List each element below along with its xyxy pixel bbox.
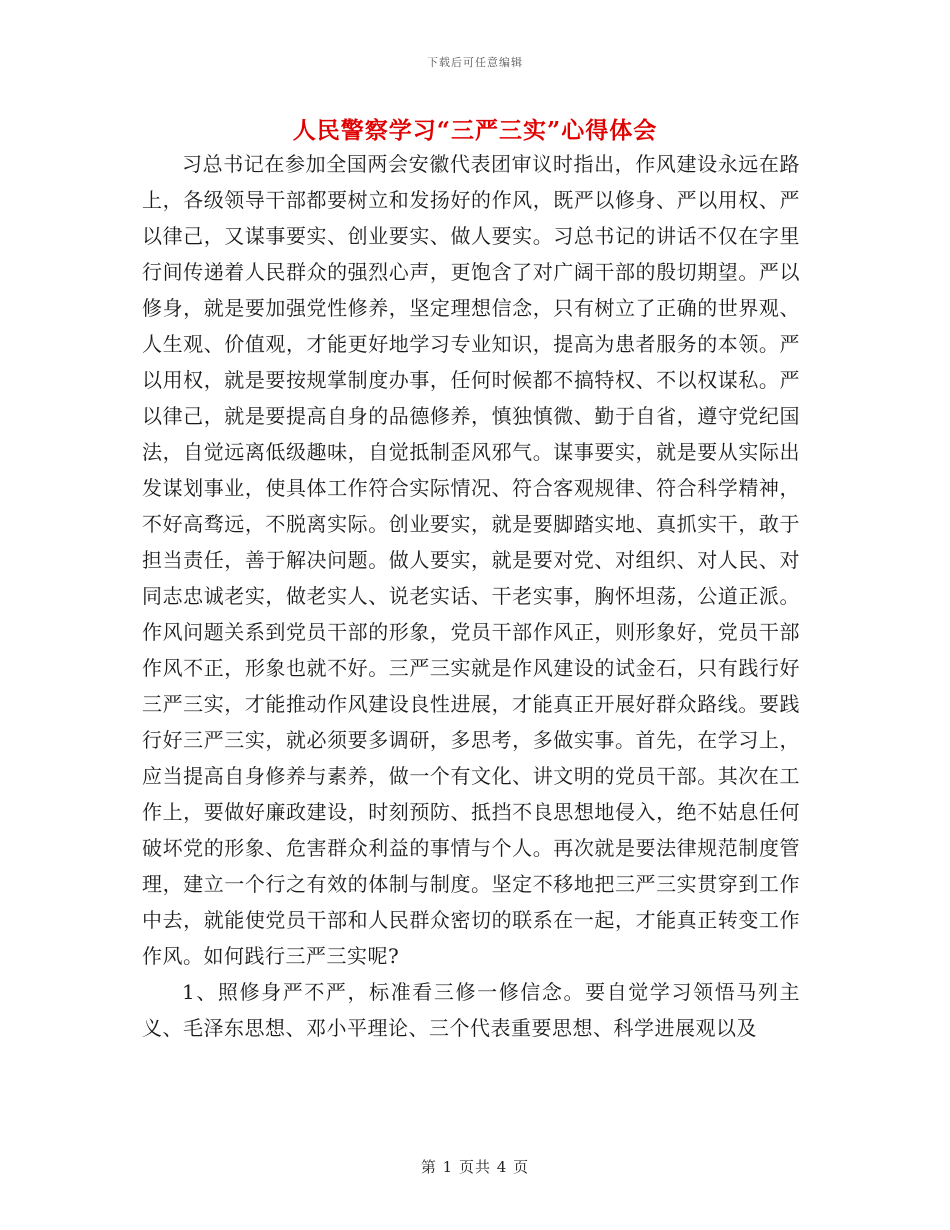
body-paragraph-1: 习总书记在参加全国两会安徽代表团审议时指出，作风建设永远在路上，各级领导干部都要树立和发扬好的作风，既严以修身、严以用权、严以律己，又谋事要实、创业要实、做人要实。习总书记的讲话不仅在字里行间传递着人民群众的强烈心声，更饱含了对广阔干部的殷切期望。严以修身，就是要加强党性修养，坚定理想信念，只有树立了正确的世界观、人生观、价值观，才能更好地学习专业知识，提高为患者服务的本领。严以用权，就是要按规掌制度办事，任何时候都不搞特权、不以权谋私。严以律己，就是要提高自身的品德修养，慎独慎微、勤于自省，遵守党纪国法，自觉远离低级趣味，自觉抵制歪风邪气。谋事要实，就是要从实际出发谋划事业，使具体工作符合实际情况、符合客观规律、符合科学精神，不好高骛远，不脱离实际。创业要实，就是要脚踏实地、真抓实干，敢于担当责任，善于解决问题。做人要实，就是要对党、对组织、对人民、对同志忠诚老实，做老实人、说老实话、干老实事，胸怀坦荡，公道正派。作风问题关系到党员干部的形象，党员干部作风正，则形象好，党员干部作风不正，形象也就不好。三严三实就是作风建设的试金石，只有践行好三严三实，才能推动作风建设良性进展，才能真正开展好群众路线。要践行好三严三实，就必须要多调研，多思考，多做实事。首先，在学习上，应当提高自身修养与素养，做一个有文化、讲文明的党员干部。其次在工作上，要做好廉政建设，时刻预防、抵挡不良思想地侵入，绝不姑息任何破坏党的形象、危害群众利益的事情与个人。再次就是要法律规范制度管理，建立一个行之有效的体制与制度。坚定不移地把三严三实贯穿到工作中去，就能使党员干部和人民群众密切的联系在一起，才能真正转变工作作风。如何践行三严三实呢? [142, 152, 800, 968]
body-paragraph-2: 1、照修身严不严，标准看三修一修信念。要自觉学习领悟马列主义、毛泽东思想、邓小平理论、三个代表重要思想、科学进展观以及 [142, 980, 800, 1040]
page-number: 第 1 页共 4 页 [420, 1158, 530, 1176]
page-header-note: 下载后可任意编辑 [427, 56, 523, 69]
document-body [142, 146, 800, 1046]
document-title: 人民警察学习“三严三实”心得体会 [292, 117, 658, 144]
